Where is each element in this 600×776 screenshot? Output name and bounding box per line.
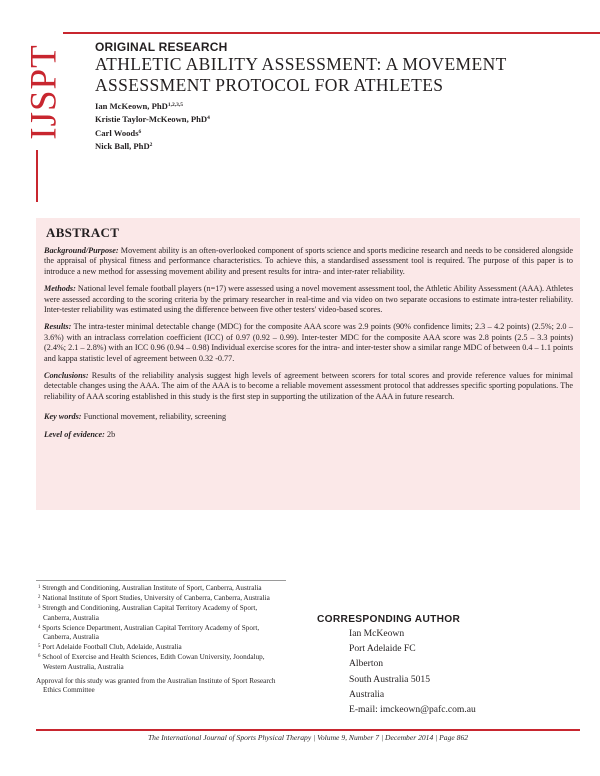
abstract-heading: ABSTRACT — [46, 225, 120, 240]
affiliation-number: 4 — [38, 624, 41, 630]
author-name: Carl Woods — [95, 127, 139, 138]
corresponding-author-heading: CORRESPONDING AUTHOR — [317, 614, 461, 625]
abstract-label: Results: — [44, 322, 72, 332]
header-rule — [63, 32, 600, 34]
corresponding-author-email[interactable]: E-mail: imckeown@pafc.com.au — [349, 704, 476, 716]
affiliation-text: Strength and Conditioning, Australian Institute of Sport, Canberra, Australia — [42, 584, 262, 592]
journal-logo-text: IJSPT — [23, 44, 65, 140]
abstract-label: Conclusions: — [44, 371, 89, 381]
abstract-background — [44, 246, 573, 277]
author-affiliation: 1,2,3,5 — [167, 102, 183, 108]
affiliation-text: Port Adelaide Football Club, Adelaide, Australia — [42, 643, 182, 652]
affiliation-number: 3 — [38, 605, 41, 611]
abstract-conclusions — [44, 371, 573, 402]
affiliation-note — [36, 652, 286, 671]
abstract-text: Functional movement, reliability, screening — [83, 412, 227, 422]
corresponding-author-address: Port Adelaide FC — [349, 643, 416, 655]
affiliation-text: Sports Science Department, Australian Capital Territory Academy of Sport, Canberra, Australia — [42, 623, 260, 642]
affiliation-note — [36, 593, 286, 603]
ethics-approval-note: Approval for this study was granted from the Australian Institute of Sport Research Ethics Committee — [36, 676, 276, 695]
journal-logo — [23, 40, 65, 144]
affiliation-note — [36, 642, 286, 652]
affiliation-number: 1 — [38, 585, 41, 590]
journal-footer: The International Journal of Sports Physical Therapy | Volume 9, Number 7 | December 2014 | Page 862 — [36, 729, 580, 742]
abstract-keywords — [44, 412, 573, 422]
abstract-results — [44, 322, 573, 364]
abstract-methods — [44, 284, 573, 315]
logo-rule — [36, 150, 38, 202]
corresponding-author-name: Ian McKeown — [349, 628, 405, 639]
abstract-text: 2b — [106, 429, 116, 439]
author-affiliation: 6 — [138, 128, 142, 135]
affiliation-text: National Institute of Sport Studies, University of Canberra, Canberra, Australia — [42, 594, 270, 603]
article-title: ATHLETIC ABILITY ASSESSMENT: A MOVEMENT ASSESSMENT PROTOCOL FOR ATHLETES — [95, 54, 507, 95]
article-section-label: ORIGINAL RESEARCH — [95, 40, 228, 54]
affiliation-text: School of Exercise and Health Sciences, Edith Cowan University, Joondalup, Western Australia, Australia — [42, 653, 265, 671]
affiliation-note — [36, 623, 286, 642]
affiliation-number: 2 — [38, 595, 41, 601]
affiliation-number: 5 — [38, 644, 41, 650]
author-list — [95, 99, 210, 152]
author — [95, 99, 210, 112]
abstract-text: National level female football players (n=17) were assessed using a novel movement assessment tool, the Athletic Ability Assessment (AAA). Athletes were assessed according to the scoring criteria by the primary researcher in real-time and via video on two separate occasions to estimate intra-tester reliability. Inter-tester reliability was estimated using the difference between five other testers' video-based scores. — [44, 284, 574, 315]
corresponding-author — [317, 614, 577, 717]
abstract-label: Key words: — [44, 412, 82, 422]
author — [95, 126, 210, 139]
abstract-text: The intra-tester minimal detectable change (MDC) for the composite AAA score was 2.9 points (90% confidence limits; 2.3 – 4.2 points) (2.5%; 2.0 – 3.6%) with an intraclass correlation coefficient (ICC) of 0.97 (0.92 – 0.99). Inter-tester MDC for the composite AAA score was 2.8 points (2.5 – 3.3 points) (2.4%; 2.1 – 2.8%) with an ICC 0.96 (0.94 – 0.98) Individual exercise scores for the intra- and inter-tester show a similar range MDC of between 0.4 – 1.1 points and kappa statistic level of agreement between 0.32 -0.77. — [44, 322, 573, 363]
corresponding-author-address: Alberton — [349, 658, 384, 670]
abstract-text: Movement ability is an often-overlooked component of sports science and sports medicine research and needs to be considered alongside the appraisal of physical fitness and performance characteristics. To achieve this, a standardised assessment tool is required. The purpose of this paper is to introduce a new method for assessing movement ability and present results for intra- and inter-rater reliability. — [44, 246, 573, 276]
abstract-label: Level of evidence: — [44, 429, 105, 439]
affiliation-footnotes — [36, 580, 286, 695]
abstract-label: Methods: — [44, 284, 76, 294]
author-affiliation: 4 — [207, 115, 210, 122]
author-affiliation: 2 — [149, 141, 153, 148]
author-name: Ian McKeown, PhD — [95, 101, 168, 111]
affiliation-note — [36, 583, 286, 593]
corresponding-author-address: Australia — [349, 688, 385, 700]
affiliation-number: 6 — [38, 654, 41, 660]
corresponding-author-address: South Australia 5015 — [349, 673, 431, 685]
affiliation-note — [36, 603, 286, 622]
author — [95, 139, 210, 152]
abstract-body — [44, 246, 573, 447]
abstract-label: Background/Purpose: — [44, 246, 119, 255]
corresponding-author-details — [317, 626, 577, 717]
author-name: Nick Ball, PhD — [95, 140, 150, 151]
author-name: Kristie Taylor-McKeown, PhD — [95, 114, 208, 125]
abstract-evidence — [44, 430, 573, 440]
abstract-text: Results of the reliability analysis suggest high levels of agreement between scorers for total scores and provide reference values for minimal detectable changes using the AAA. The aim of the AAA is to become a reliable movement assessment protocol that addresses specific sporting populations. The reliability of AAA scoring established in this study is the first step in supporting the utilization of the AAA in future research. — [44, 371, 574, 401]
author — [95, 112, 210, 125]
affiliation-text: Strength and Conditioning, Australian Capital Territory Academy of Sport, Canberra, Australia — [42, 604, 258, 622]
